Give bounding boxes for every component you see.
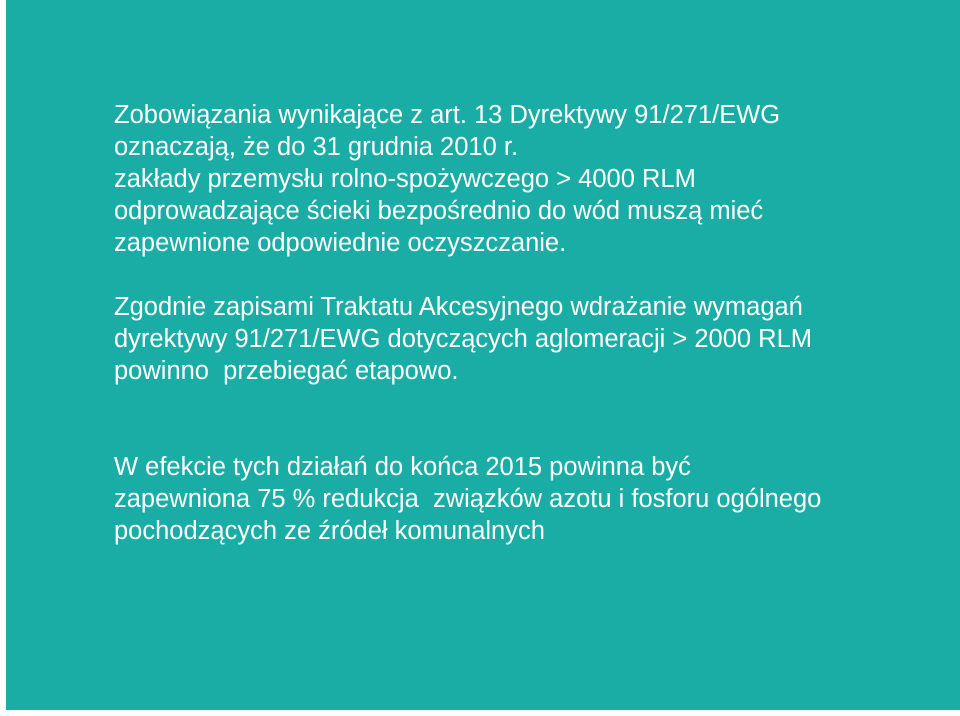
slide-content xyxy=(114,99,934,547)
text-line: W efekcie tych działań do końca 2015 powinna być xyxy=(114,453,691,481)
text-line: Zobowiązania wynikające z art. 13 Dyrektywy 91/271/EWG xyxy=(114,101,781,129)
slide-background xyxy=(6,0,960,710)
paragraph-reduction-target xyxy=(114,451,934,547)
text-line: powinno przebiegać etapowo. xyxy=(114,357,459,385)
text-line: zapewniona 75 % redukcja związków azotu i fosforu ogólnego xyxy=(114,485,822,513)
text-line: oznaczają, że do 31 grudnia 2010 r. xyxy=(114,133,519,161)
text-line: odprowadzające ścieki bezpośrednio do wód muszą mieć xyxy=(114,197,764,225)
text-line: Zgodnie zapisami Traktatu Akcesyjnego wdrażanie wymagań xyxy=(114,293,803,321)
text-line: pochodzących ze źródeł komunalnych xyxy=(114,517,545,545)
text-line: dyrektywy 91/271/EWG dotyczących aglomeracji > 2000 RLM xyxy=(114,325,813,353)
paragraph-obligations xyxy=(114,99,934,259)
paragraph-accession-treaty xyxy=(114,291,934,387)
text-line: zakłady przemysłu rolno-spożywczego > 4000 RLM xyxy=(114,165,696,193)
text-line: zapewnione odpowiednie oczyszczanie. xyxy=(114,229,567,257)
